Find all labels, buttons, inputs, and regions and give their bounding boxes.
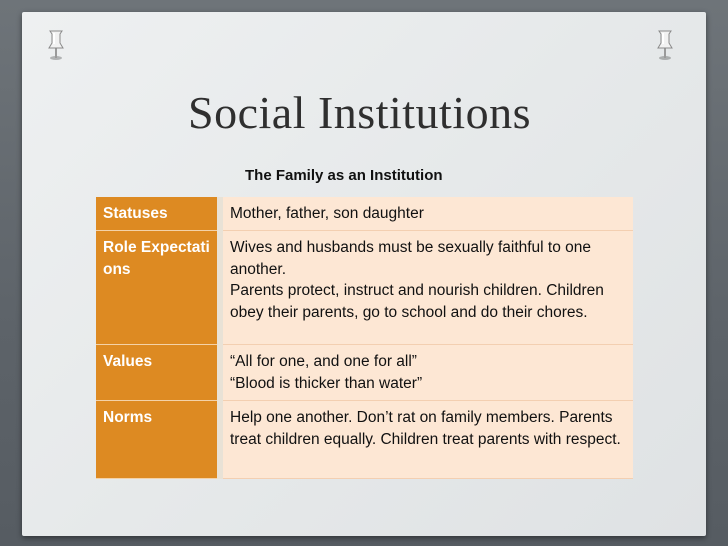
table-row bbox=[96, 197, 633, 231]
row-value-values bbox=[220, 345, 633, 401]
table-row bbox=[96, 231, 633, 345]
table-row bbox=[96, 401, 633, 479]
row-label-norms: Norms bbox=[96, 401, 220, 479]
value-line: “Blood is thicker than water” bbox=[230, 374, 423, 392]
pushpin-icon bbox=[654, 28, 676, 62]
row-value-role-expectations bbox=[220, 231, 633, 345]
institution-table bbox=[96, 197, 633, 479]
pushpin-icon bbox=[45, 28, 67, 62]
value-line: Help one another. Don’t rat on family members. Parents treat children equally. Children treat parents with respect. bbox=[230, 409, 621, 448]
value-line: Mother, father, son daughter bbox=[230, 205, 424, 222]
row-value-norms bbox=[220, 401, 633, 479]
row-label-statuses: Statuses bbox=[96, 197, 220, 231]
value-line: “All for one, and one for all” bbox=[230, 353, 417, 370]
value-line: Wives and husbands must be sexually faithful to one another. bbox=[230, 239, 592, 278]
slide-title: Social Institutions bbox=[188, 87, 531, 138]
slide-subtitle: The Family as an Institution bbox=[245, 167, 443, 184]
row-label-role-expectations: Role Expectations bbox=[96, 231, 220, 345]
table-row bbox=[96, 345, 633, 401]
row-value-statuses bbox=[220, 197, 633, 231]
value-line: Parents protect, instruct and nourish children. Children obey their parents, go to school and do their chores. bbox=[230, 282, 604, 321]
row-label-values: Values bbox=[96, 345, 220, 401]
